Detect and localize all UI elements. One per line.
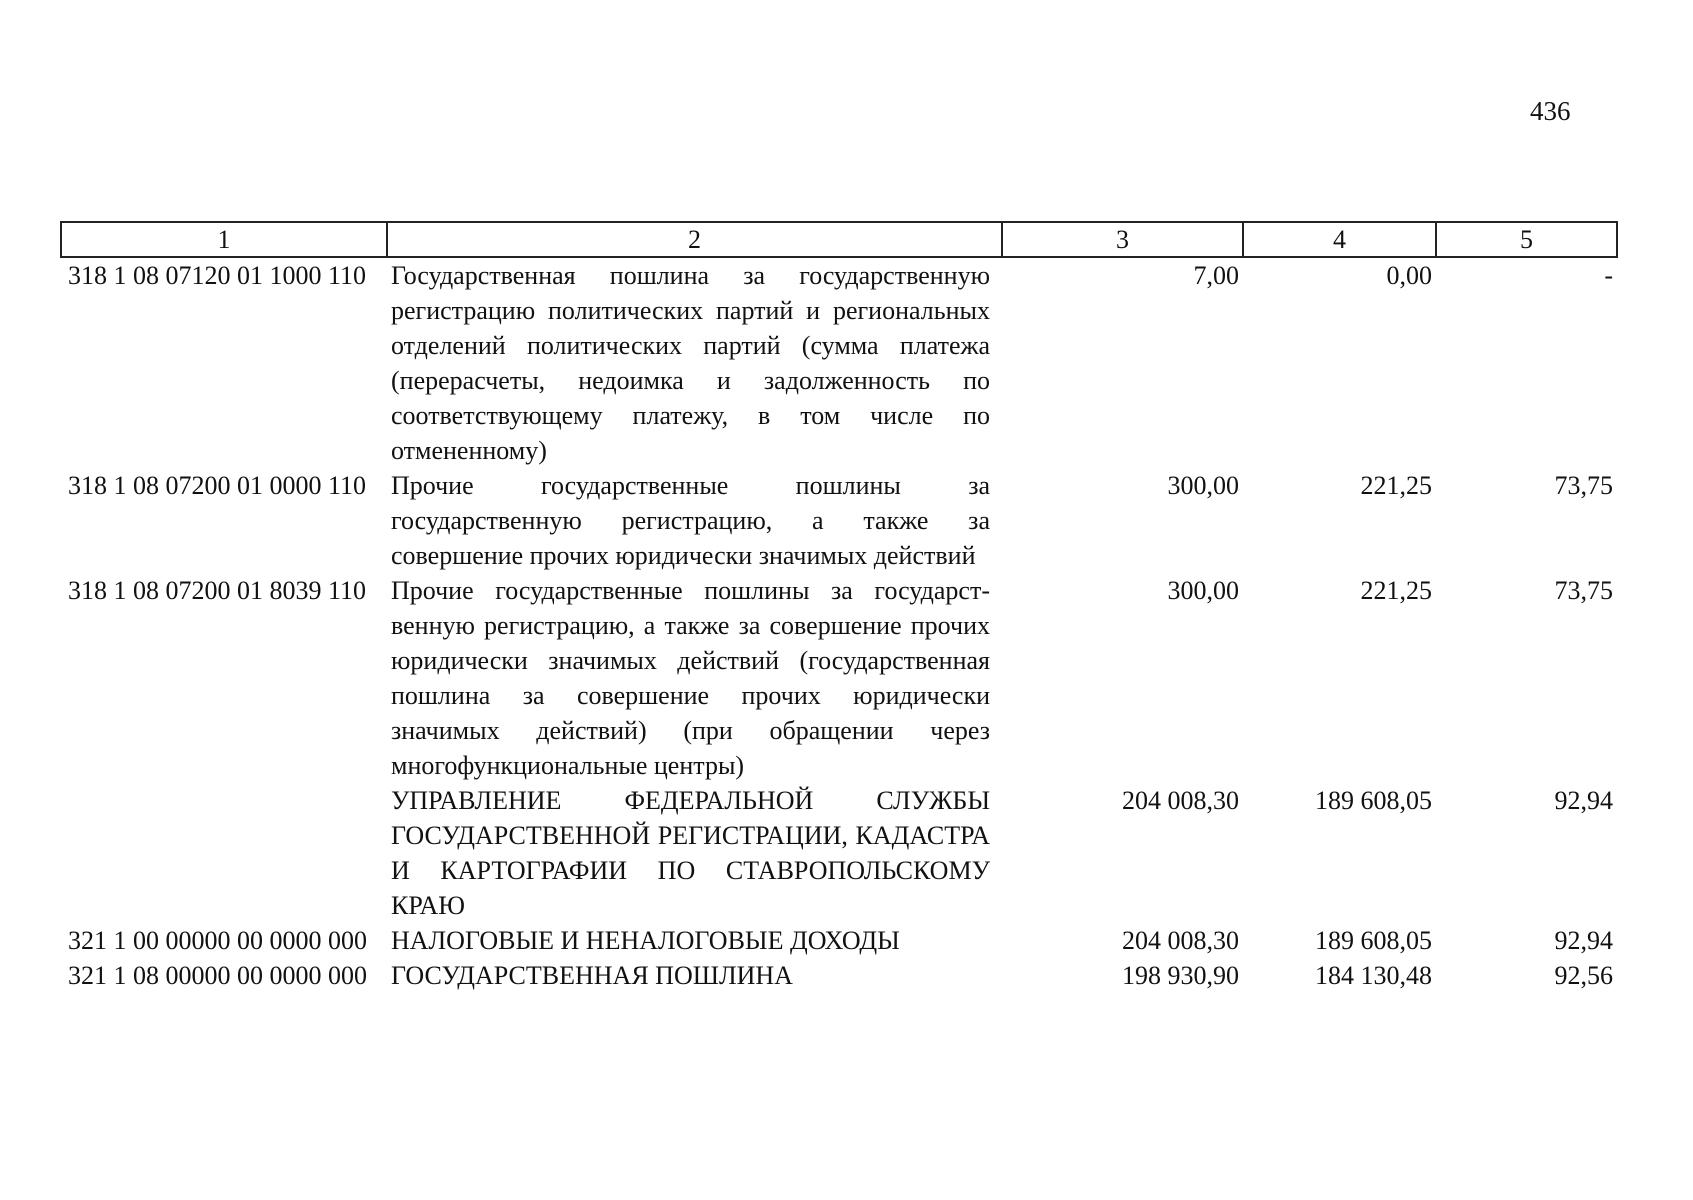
header-row xyxy=(61,222,1617,257)
table-row xyxy=(61,958,1617,993)
revenue-name: Государственная пошлина за государственную регистрацию политических партий и региональных отделений политических партий (сумма платежа (перерасчеты, недоимка и задолженность по соответствующему платежу, в том числе по отмененному) xyxy=(391,261,990,465)
revenue-name: ГОСУДАРСТВЕННАЯ ПОШЛИНА xyxy=(391,961,793,990)
table-header xyxy=(61,222,1617,257)
percent-value: 73,75 xyxy=(1554,471,1613,500)
actual-amount: 0,00 xyxy=(1386,261,1432,290)
classification-code: 321 1 08 00000 00 0000 000 xyxy=(68,961,367,990)
planned-amount: 198 930,90 xyxy=(1122,961,1239,990)
actual-amount: 221,25 xyxy=(1360,471,1432,500)
classification-code xyxy=(61,783,387,923)
planned-amount: 7,00 xyxy=(1193,261,1239,290)
table-row xyxy=(61,923,1617,958)
actual-amount: 221,25 xyxy=(1360,576,1432,605)
table-row xyxy=(61,573,1617,783)
column-header-3: 3 xyxy=(1002,222,1243,257)
column-header-4: 4 xyxy=(1243,222,1436,257)
classification-code: 321 1 00 00000 00 0000 000 xyxy=(68,926,367,955)
actual-amount: 189 608,05 xyxy=(1315,786,1432,815)
revenue-name: УПРАВЛЕНИЕ ФЕДЕРАЛЬНОЙ СЛУЖБЫ ГОСУДАРСТВЕННОЙ РЕГИСТРАЦИИ, КАДАСТРА И КАРТОГРАФИИ ПО СТАВРОПОЛЬСКОМУ КРАЮ xyxy=(391,786,990,920)
percent-value: 92,56 xyxy=(1554,961,1613,990)
classification-code: 318 1 08 07200 01 8039 110 xyxy=(68,576,367,605)
table-body xyxy=(61,257,1617,993)
revenue-table xyxy=(60,221,1618,993)
column-header-5: 5 xyxy=(1436,222,1617,257)
page-number: 436 xyxy=(1530,96,1571,126)
percent-value: - xyxy=(1604,261,1613,290)
actual-amount: 184 130,48 xyxy=(1315,961,1432,990)
percent-value: 92,94 xyxy=(1554,786,1613,815)
table-row xyxy=(61,257,1617,468)
revenue-name: Прочие государственные пошлины за государственную регистрацию, а также за совершение прочих юридически значимых действий xyxy=(391,471,990,570)
column-header-1: 1 xyxy=(61,222,387,257)
revenue-name: НАЛОГОВЫЕ И НЕНАЛОГОВЫЕ ДОХОДЫ xyxy=(391,926,900,955)
planned-amount: 300,00 xyxy=(1167,576,1239,605)
planned-amount: 300,00 xyxy=(1167,471,1239,500)
classification-code: 318 1 08 07200 01 0000 110 xyxy=(68,471,367,500)
percent-value: 92,94 xyxy=(1554,926,1613,955)
column-header-2: 2 xyxy=(387,222,1002,257)
percent-value: 73,75 xyxy=(1554,576,1613,605)
table-row xyxy=(61,783,1617,923)
planned-amount: 204 008,30 xyxy=(1122,926,1239,955)
actual-amount: 189 608,05 xyxy=(1315,926,1432,955)
classification-code: 318 1 08 07120 01 1000 110 xyxy=(68,261,367,290)
planned-amount: 204 008,30 xyxy=(1122,786,1239,815)
table-row xyxy=(61,468,1617,573)
revenue-name: Прочие государственные пошлины за государст-венную регистрацию, а также за совершение прочих юридически значимых действий (государственная пошлина за совершение прочих юридически значимых действий) (при обращении через многофункциональные центры) xyxy=(391,576,990,780)
